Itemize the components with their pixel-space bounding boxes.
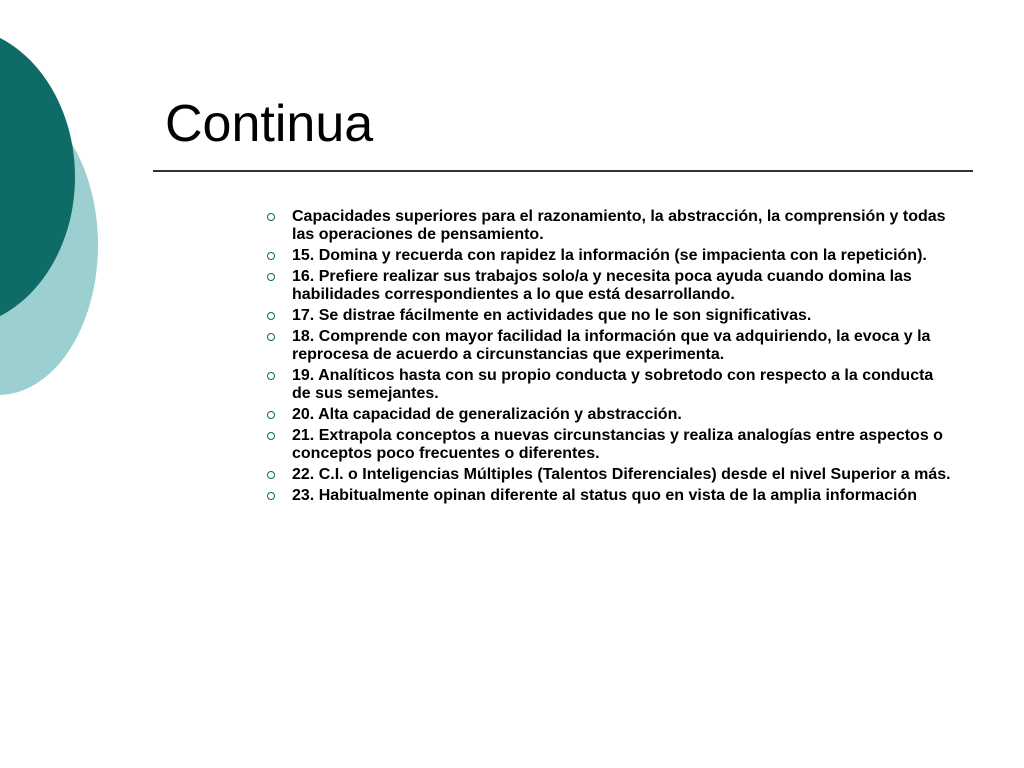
bullet-text: 16. Prefiere realizar sus trabajos solo/a y necesita poca ayuda cuando domina las habilidades correspondientes a lo que está desarrollando. [292,268,912,303]
bullet-text: 21. Extrapola conceptos a nuevas circunstancias y realiza analogías entre aspectos o conceptos poco frecuentes o diferentes. [292,427,943,462]
bullet-text: 23. Habitualmente opinan diferente al status quo en vista de la amplia información [292,487,918,504]
title-divider [153,170,973,172]
bullet-text: 18. Comprende con mayor facilidad la información que va adquiriendo, la evoca y la reprocesa de acuerdo a circunstancias que experimenta. [292,328,931,363]
bullet-circle-icon [267,372,275,380]
bullet-item [266,406,956,424]
bullet-item [266,247,956,265]
bullet-text: Capacidades superiores para el razonamiento, la abstracción, la comprensión y todas las operaciones de pensamiento. [292,208,946,243]
bullet-text: 20. Alta capacidad de generalización y abstracción. [292,406,682,423]
bullet-circle-icon [267,492,275,500]
slide-title: Continua [165,95,374,153]
bullet-circle-icon [267,411,275,419]
bullet-circle-icon [267,471,275,479]
bullet-circle-icon [267,273,275,281]
bullet-circle-icon [267,312,275,320]
bullet-item [266,208,956,244]
bullet-item [266,427,956,463]
bullet-item [266,328,956,364]
bullet-circle-icon [267,213,275,221]
bullet-item [266,466,956,484]
bullet-item [266,268,956,304]
bullet-text: 15. Domina y recuerda con rapidez la información (se impacienta con la repetición). [292,247,927,264]
bullet-circle-icon [267,252,275,260]
bullet-item [266,367,956,403]
bullet-circle-icon [267,333,275,341]
bullet-circle-icon [267,432,275,440]
bullet-item [266,487,956,505]
bullet-list [266,208,956,508]
bullet-text: 17. Se distrae fácilmente en actividades que no le son significativas. [292,307,812,324]
bullet-text: 22. C.I. o Inteligencias Múltiples (Talentos Diferenciales) desde el nivel Superior a más. [292,466,951,483]
bullet-text: 19. Analíticos hasta con su propio conducta y sobretodo con respecto a la conducta de sus semejantes. [292,367,934,402]
bullet-item [266,307,956,325]
